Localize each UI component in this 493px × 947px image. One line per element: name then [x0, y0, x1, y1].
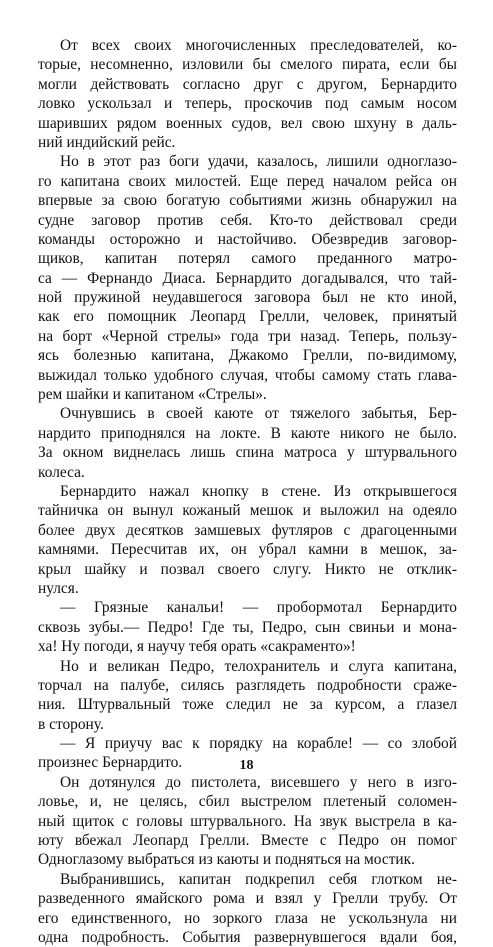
- text-line: юту вбежал Леопард Грелли. Вместе с Педро он помог: [38, 832, 457, 850]
- text-line: Бернардито нажал кнопку в стене. Из открывшегося: [60, 482, 457, 500]
- text-line: на борт «Черной стрелы» года три назад. Теперь, пользу-: [38, 327, 457, 345]
- text-line: могли действовать согласно друг с другом, Бернардито: [38, 75, 457, 93]
- text-line: — Грязные канальи! — пробормотал Бернардито: [60, 599, 457, 617]
- text-line: шаривших рядом военных судов, вел свою шхуну в даль-: [38, 114, 457, 132]
- text-line: торчал на палубе, силясь разглядеть подробности сраже-: [38, 676, 457, 694]
- text-line: За окном виднелась лишь спина матроса у штурвального: [38, 444, 457, 462]
- text-line: команды осторожно и настойчиво. Обезвредив заговор-: [38, 230, 457, 248]
- text-line: впервые за свою богатую событиями жизнь обнаружил на: [38, 192, 457, 210]
- text-line: торые, несомненно, изловили бы смелого пирата, если бы: [38, 56, 457, 74]
- text-line: нулся.: [38, 579, 79, 597]
- text-line: Одноглазому выбраться из каюты и подняться на мостик.: [38, 851, 415, 869]
- text-line: ной пружиной неудавшегося заговора был не кто иной,: [38, 289, 457, 307]
- text-line: ясь болезнью капитана, Джакомо Грелли, по-видимому,: [38, 347, 457, 365]
- text-line: са — Фернандо Диаса. Бернардито догадывался, что тай-: [38, 269, 457, 287]
- text-line: ния. Штурвальный тоже следил не за курсом, а глазел: [38, 696, 457, 714]
- text-line: Выбранившись, капитан подкрепил себя глотком не-: [60, 870, 457, 888]
- text-line: разведенного ямайского рома и взял у Грелли трубу. От: [38, 890, 457, 908]
- page-text: [38, 36, 457, 947]
- text-line: в сторону.: [38, 715, 104, 733]
- text-line: Но и великан Педро, телохранитель и слуга капитана,: [60, 657, 457, 675]
- text-line: произнес Бернардито.: [38, 754, 183, 772]
- text-line: Он дотянулся до пистолета, висевшего у него в изго-: [60, 773, 457, 791]
- text-line: го капитана своих милостей. Еще перед началом рейса он: [38, 172, 457, 190]
- text-line: одна подробность. События развернувшегося вдали боя,: [38, 928, 457, 946]
- text-line: его единственного, но зоркого глаза не ускользнула ни: [38, 909, 457, 927]
- text-line: выжидал только удобного случая, чтобы самому стать глава-: [38, 366, 457, 384]
- text-line: От всех своих многочисленных преследователей, ко-: [60, 37, 457, 54]
- text-line: как его помощник Леопард Грелли, человек, принятый: [38, 308, 457, 326]
- text-line: камнями. Пересчитав их, он убрал камни в мешок, за-: [38, 541, 457, 559]
- text-line: ный щиток с головы штурвального. На звук выстрела в ка-: [38, 812, 457, 830]
- text-line: более двух десятков замшевых футляров с драгоценными: [38, 521, 457, 539]
- text-line: тайничка он вынул кожаный мешок и выложил на одеяло: [38, 502, 457, 520]
- text-line: нардито приподнялся на локте. В каюте никого не было.: [38, 424, 457, 442]
- text-line: ловье, и, не целясь, сбил выстрелом плетеный соломен-: [38, 793, 457, 811]
- text-line: судне заговор против себя. Кто-то действовал среди: [38, 211, 457, 229]
- page-number: 18: [239, 758, 254, 773]
- text-line: ний индийский рейс.: [38, 133, 176, 151]
- text-line: — Я приучу вас к порядку на корабле! — со злобой: [60, 735, 457, 753]
- text-line: ловко ускользал и теперь, проскочив под самым носом: [38, 95, 457, 113]
- text-line: Но в этот раз боги удачи, казалось, лишили одноглазо-: [60, 153, 457, 171]
- text-line: сквозь зубы.— Педро! Где ты, Педро, сын свиньи и мона-: [38, 618, 457, 636]
- text-line: крыл шайку и позвал своего слугу. Никто не отклик-: [38, 560, 457, 578]
- text-line: Очнувшись в своей каюте от тяжелого забытья, Бер-: [60, 405, 457, 423]
- text-line: рем шайки и капитаном «Стрелы».: [38, 386, 267, 404]
- text-line: щиков, капитан потерял самого преданного матро-: [38, 250, 457, 268]
- text-line: ха! Ну погоди, я научу тебя орать «сакраменто»!: [38, 638, 356, 656]
- text-line: колеса.: [38, 463, 85, 481]
